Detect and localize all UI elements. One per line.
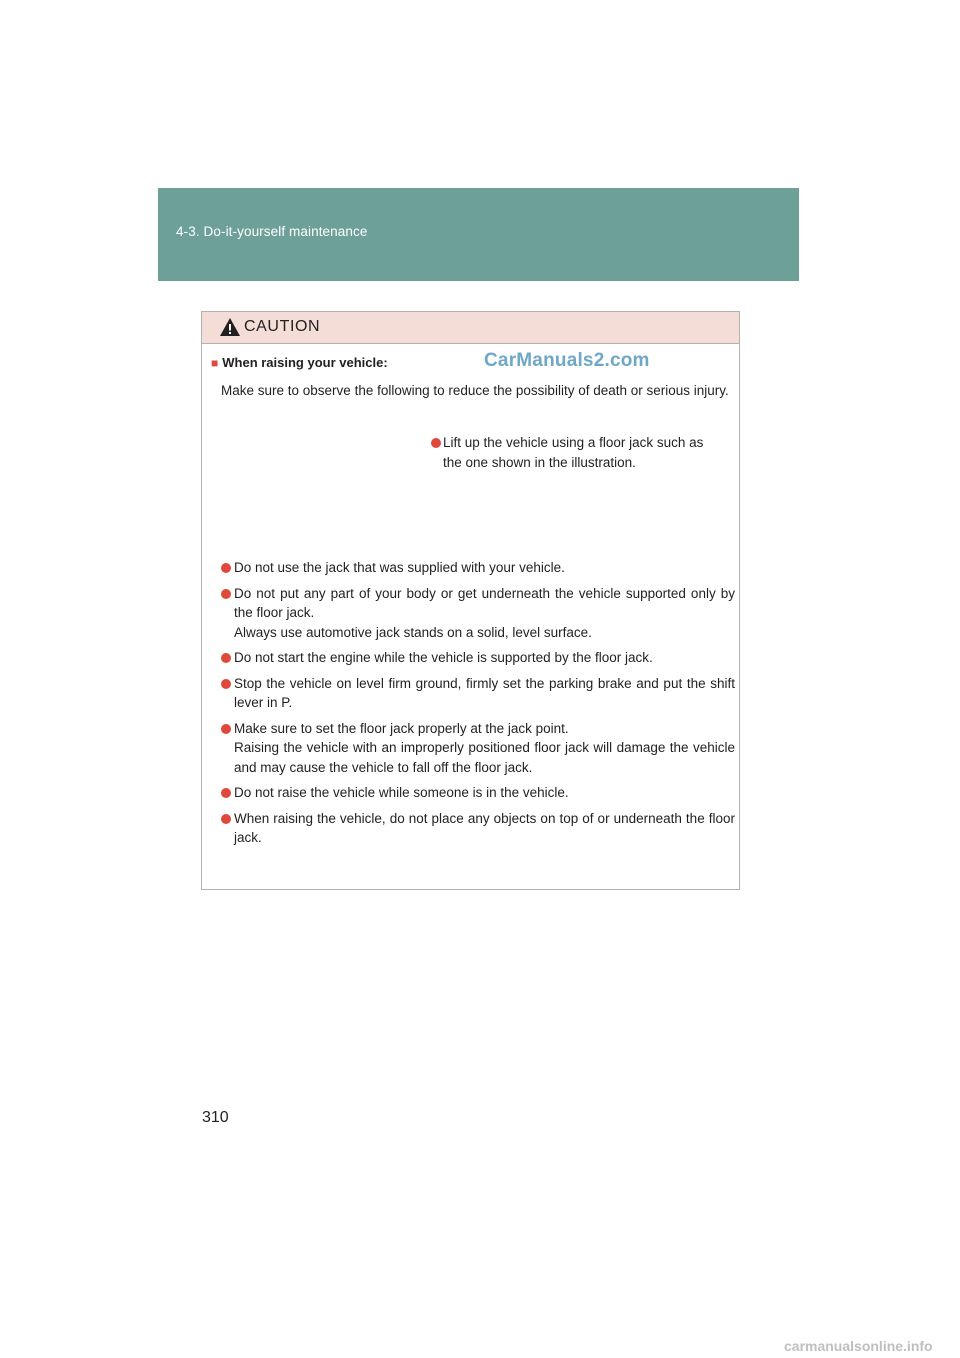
bullet-text: Make sure to set the floor jack properly at the jack point. (234, 720, 569, 736)
caution-bullet (221, 809, 735, 848)
section-title: 4-3. Do-it-yourself maintenance (176, 224, 368, 239)
caution-bullet (221, 584, 735, 643)
bullet-text: Stop the vehicle on level firm ground, firmly set the parking brake and put the shift lever in P. (234, 675, 735, 710)
footer-watermark: carmanualsonline.info (784, 1338, 933, 1354)
bullet-dot-icon (221, 679, 231, 689)
caution-bullet (221, 674, 735, 713)
illustration-note (443, 433, 743, 473)
bullet-dot-icon (221, 653, 231, 663)
section-header-band (158, 188, 799, 281)
bullet-text: Do not use the jack that was supplied with your vehicle. (234, 560, 565, 575)
caution-header (202, 312, 739, 344)
caution-bullet (221, 783, 735, 803)
bullet-text: Do not raise the vehicle while someone is in the vehicle. (234, 785, 569, 800)
illustration-note-line: Lift up the vehicle using a floor jack such as (443, 435, 704, 450)
caution-intro: Make sure to observe the following to reduce the possibility of death or serious injury. (221, 383, 729, 398)
bullet-dot-icon (221, 788, 231, 798)
illustration-note-line: the one shown in the illustration. (443, 455, 636, 470)
caution-bullet-list (221, 558, 735, 854)
page-number: 310 (202, 1109, 229, 1126)
bullet-dot-icon (221, 563, 231, 573)
caution-bullet (221, 558, 735, 578)
caution-title: CAUTION (244, 318, 321, 335)
bullet-dot-icon (221, 724, 231, 734)
watermark-logo: CarManuals2.com (484, 350, 650, 371)
caution-bullet (221, 648, 735, 668)
bullet-text: Do not put any part of your body or get underneath the vehicle supported only by the floor jack. (234, 585, 735, 620)
warning-triangle-icon (219, 317, 241, 337)
caution-box (201, 311, 740, 890)
bullet-dot-icon (221, 814, 231, 824)
bullet-text: Do not start the engine while the vehicle is supported by the floor jack. (234, 650, 653, 665)
bullet-text: Always use automotive jack stands on a solid, level surface. (234, 624, 592, 640)
caution-subhead (211, 355, 388, 370)
caution-bullet (221, 719, 735, 778)
bullet-dot-icon (431, 438, 441, 448)
caution-subhead-text: When raising your vehicle: (222, 355, 388, 370)
bullet-text: Raising the vehicle with an improperly positioned floor jack will damage the vehicle and may cause the vehicle to fall off the floor jack. (234, 740, 735, 775)
bullet-text: When raising the vehicle, do not place any objects on top of or underneath the floor jack. (234, 810, 735, 845)
bullet-dot-icon (221, 589, 231, 599)
square-bullet-icon: ■ (211, 356, 219, 370)
